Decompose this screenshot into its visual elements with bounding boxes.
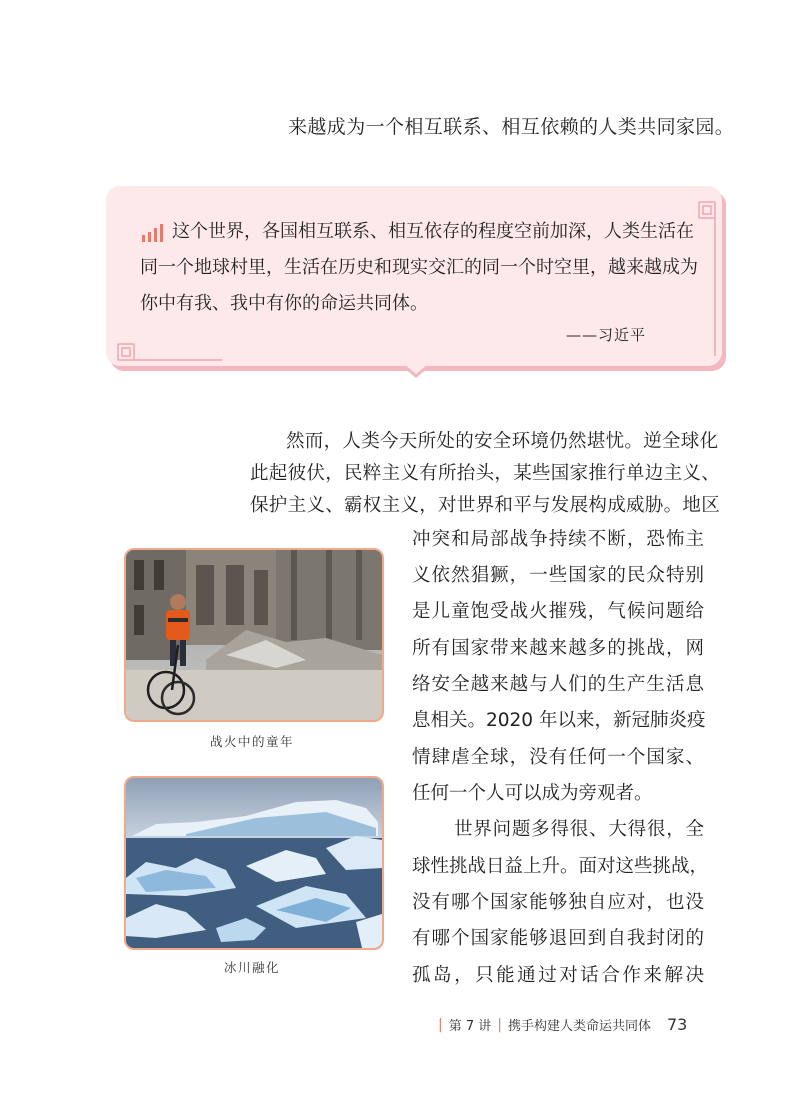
text-line: 任何一个人可以成为旁观者。	[412, 783, 653, 804]
footer-title: 携手构建人类命运共同体	[507, 1019, 651, 1034]
top-line: 来越成为一个相互联系、相互依赖的人类共同家园。	[288, 116, 735, 138]
glacier-photo	[124, 776, 384, 950]
text-line: 络安全越来越与人们的生产生活息	[412, 674, 704, 695]
footer-separator: |	[438, 1016, 443, 1033]
text-line: 冲突和局部战争持续不断，恐怖主	[412, 529, 704, 550]
war-childhood-photo	[124, 548, 384, 722]
photo-caption: 冰川融化	[223, 960, 280, 975]
page-footer	[438, 1015, 687, 1034]
text-line: 孤岛，只能通过对话合作来解决	[412, 965, 704, 986]
footer-chapter: 第 7 讲	[448, 1019, 492, 1034]
text-line: 义依然猖獗，一些国家的民众特别	[412, 565, 704, 586]
quote-tail-inner	[404, 364, 428, 374]
text-line: 然而，人类今天所处的安全环境仍然堪忧。逆全球化	[286, 431, 719, 452]
text-line: 情肆虐全球，没有任何一个国家、	[412, 747, 704, 768]
text-line: 息相关。2020 年以来，新冠肺炎疫	[412, 710, 706, 731]
text-line: 是儿童饱受战火摧残，气候问题给	[412, 601, 704, 622]
page-number: 73	[667, 1015, 688, 1034]
footer-separator: |	[497, 1016, 502, 1033]
text-line: 所有国家带来越来越多的挑战，网	[412, 638, 704, 659]
text-line: 世界问题多得很、大得很，全	[454, 819, 704, 840]
quote-box	[106, 186, 726, 386]
war-childhood-illustration	[126, 550, 382, 720]
quote-author: ——习近平	[566, 326, 647, 344]
text-line: 此起彼伏，民粹主义有所抬头，某些国家推行单边主义、	[250, 463, 721, 484]
glacier-illustration	[126, 778, 382, 948]
text-line: 球性挑战日益上升。面对这些挑战，	[412, 856, 709, 877]
text-line: 有哪个国家能够退回到自我封闭的	[412, 928, 704, 949]
text-line: 保护主义、霸权主义，对世界和平与发展构成威胁。地区	[250, 495, 721, 516]
text-line: 没有哪个国家能够独自应对，也没	[412, 892, 704, 913]
corner-ornament-icon	[116, 340, 226, 364]
quote-text: 这个世界，各国相互联系、相互依存的程度空前加深，人类生活在同一个地球村里，生活在历史和现实交汇的同一个时空里，越来越成为你中有我、我中有你的命运共同体。	[140, 221, 698, 314]
photo-caption: 战火中的童年	[209, 734, 294, 749]
